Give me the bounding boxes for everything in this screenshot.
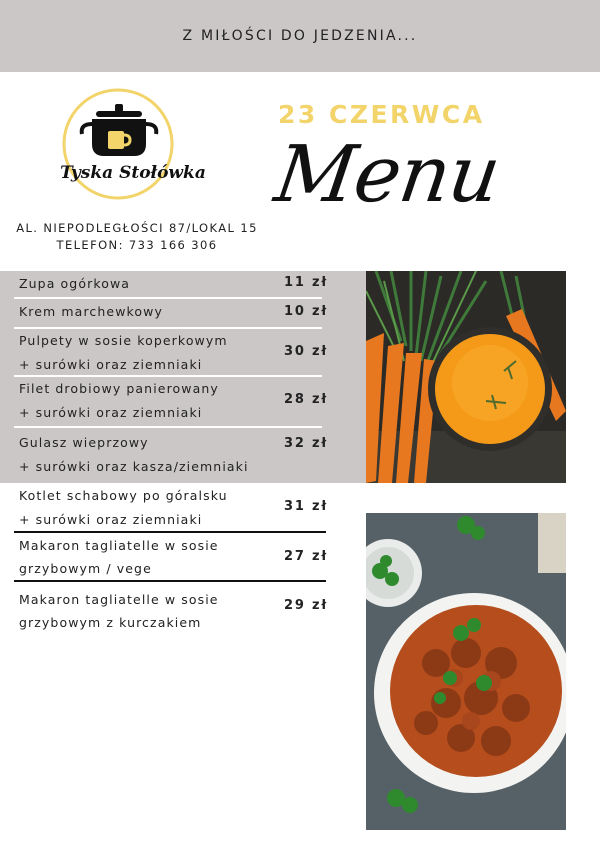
goulash-photo: [366, 513, 566, 830]
item-name: Filet drobiowy panierowany: [19, 381, 219, 396]
item-side: + surówki oraz kasza/ziemniaki: [19, 459, 249, 474]
item-name: Makaron tagliatelle w sosie: [19, 538, 219, 553]
divider: [14, 297, 322, 299]
street-address: AL. NIEPODLEGŁOŚCI 87/LOKAL 15: [16, 221, 258, 235]
menu-date: 23 CZERWCA: [278, 100, 485, 129]
divider: [14, 580, 326, 582]
item-price: 28 zł: [284, 392, 329, 407]
item-price: 32 zł: [284, 436, 329, 451]
carrot-soup-photo: [366, 271, 566, 483]
item-side: + surówki oraz ziemniaki: [19, 405, 203, 420]
item-price: 30 zł: [284, 344, 329, 359]
divider: [14, 531, 326, 533]
item-side: + surówki oraz ziemniaki: [19, 357, 203, 372]
phone-number: TELEFON: 733 166 306: [56, 238, 218, 252]
item-price: 29 zł: [284, 598, 329, 613]
divider: [14, 426, 322, 428]
menu-title: Menu: [269, 130, 505, 220]
item-name: Makaron tagliatelle w sosie: [19, 592, 219, 607]
item-name: Pulpety w sosie koperkowym: [19, 333, 228, 348]
item-name: Zupa ogórkowa: [19, 276, 131, 291]
item-name: Kotlet schabowy po góralsku: [19, 488, 228, 503]
item-side: + surówki oraz ziemniaki: [19, 512, 203, 527]
item-side: grzybowym z kurczakiem: [19, 615, 202, 630]
item-price: 10 zł: [284, 304, 329, 319]
tagline: Z MIŁOŚCI DO JEDZENIA...: [182, 28, 418, 44]
item-price: 31 zł: [284, 499, 329, 514]
item-price: 11 zł: [284, 275, 329, 290]
logo-name: Tyska Stołówka: [60, 163, 206, 183]
item-price: 27 zł: [284, 549, 329, 564]
item-name: Gulasz wieprzowy: [19, 435, 149, 450]
item-side: grzybowym / vege: [19, 561, 152, 576]
item-name: Krem marchewkowy: [19, 304, 163, 319]
